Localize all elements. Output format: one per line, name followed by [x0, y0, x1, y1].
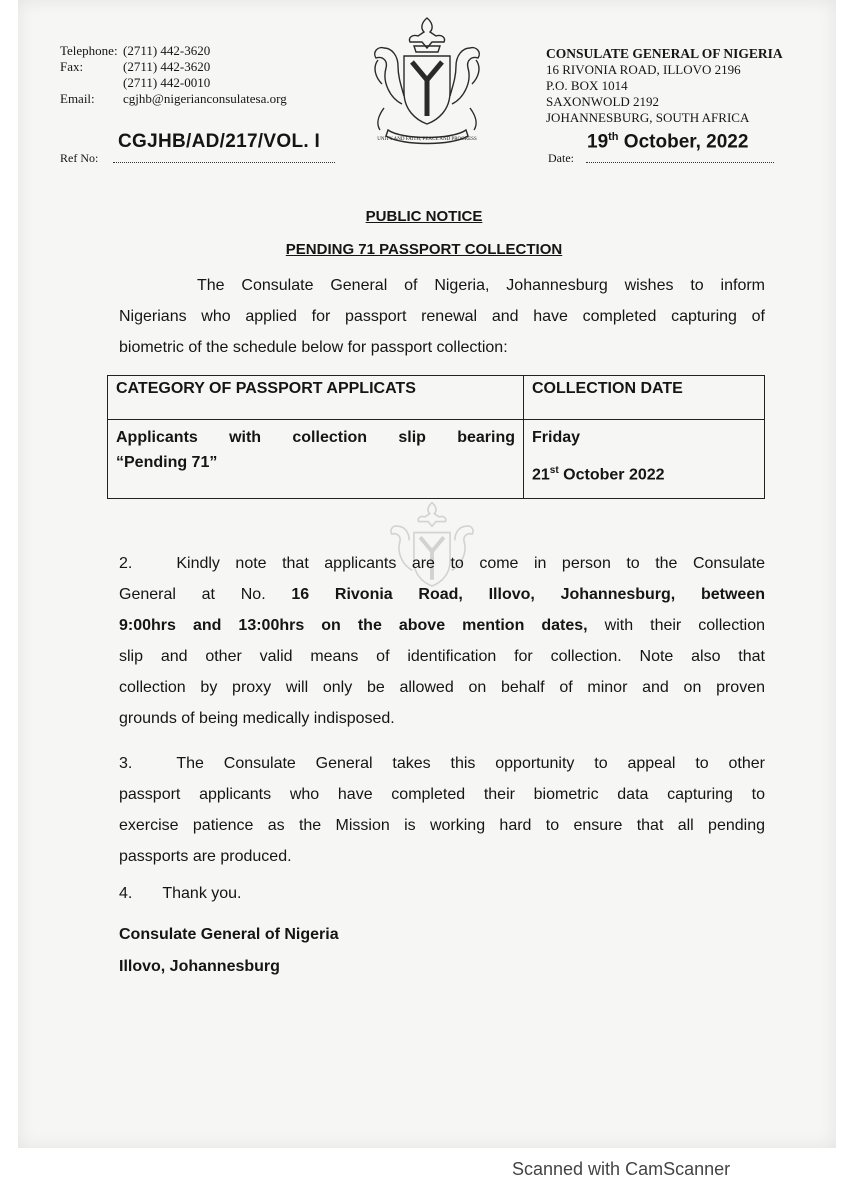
para-3-number: 3.	[119, 755, 133, 772]
date-dotted-line	[586, 162, 774, 163]
fax-value-2: (2711) 442-0010	[123, 75, 211, 90]
table-cell-category: Applicants with collection slip bearing “Pending 71”	[108, 420, 524, 499]
consulate-name: CONSULATE GENERAL OF NIGERIA	[546, 46, 783, 61]
address-line-3: SAXONWOLD 2192	[546, 94, 660, 109]
fax-label: Fax:	[60, 59, 84, 74]
paragraph-3: 3. The Consulate General takes this opportunity to appeal to other passport applicants who have completed their biometric data capturing to exercise patience as the Mission is working hard to ensure that all pending passports are produced.	[119, 755, 765, 865]
reference-number: CGJHB/AD/217/VOL. I	[118, 131, 321, 152]
address-line-1: 16 RIVONIA ROAD, ILLOVO 2196	[546, 62, 741, 77]
signature-line-1: Consulate General of Nigeria	[119, 926, 339, 943]
paragraph-2: 2. Kindly note that applicants are to come in person to the Consulate General at No. 16 Rivonia Road, Illovo, Johannesburg, between 9:00hrs and 13:00hrs on the above mention dates, with their collection slip and other valid means of identification for collection. Note also that collection by proxy will only be allowed on behalf of minor and on proven grounds of being medically indisposed.	[119, 555, 765, 727]
address-line-4: JOHANNESBURG, SOUTH AFRICA	[546, 110, 750, 125]
telephone-value: (2711) 442-3620	[123, 43, 211, 58]
consulate-address	[546, 46, 783, 126]
intro-paragraph: The Consulate General of Nigeria, Johannesburg wishes to inform Nigerians who applied for passport renewal and have completed capturing of biometric of the schedule below for passport collection:	[119, 277, 765, 356]
notice-subtitle: PENDING 71 PASSPORT COLLECTION	[285, 241, 563, 258]
address-line-2: P.O. BOX 1014	[546, 78, 628, 93]
reference-dotted-line	[113, 162, 335, 163]
para-2-number: 2.	[119, 555, 133, 572]
telephone-label: Telephone:	[60, 43, 118, 58]
reference-label: Ref No:	[60, 151, 99, 165]
schedule-table	[107, 375, 765, 499]
crest-motto: UNITY AND FAITH, PEACE AND PROGRESS	[377, 137, 477, 142]
table-cell-date: Friday 21st October 2022	[524, 420, 765, 499]
para-4-number: 4.	[119, 885, 133, 902]
paragraph-4: 4. Thank you.	[119, 885, 242, 902]
signature-line-2: Illovo, Johannesburg	[119, 958, 280, 975]
scanner-watermark: Scanned with CamScanner	[512, 1159, 731, 1179]
fax-value-1: (2711) 442-3620	[123, 59, 211, 74]
email-label: Email:	[60, 91, 95, 106]
document-date: 19th October, 2022	[587, 131, 749, 153]
date-label: Date:	[548, 151, 574, 165]
table-header-category: CATEGORY OF PASSPORT APPLICATS	[108, 376, 524, 420]
coat-of-arms-icon	[352, 12, 502, 152]
notice-title: PUBLIC NOTICE	[365, 208, 483, 225]
email-value: cgjhb@nigerianconsulatesa.org	[123, 91, 287, 106]
table-header-date: COLLECTION DATE	[524, 376, 765, 420]
